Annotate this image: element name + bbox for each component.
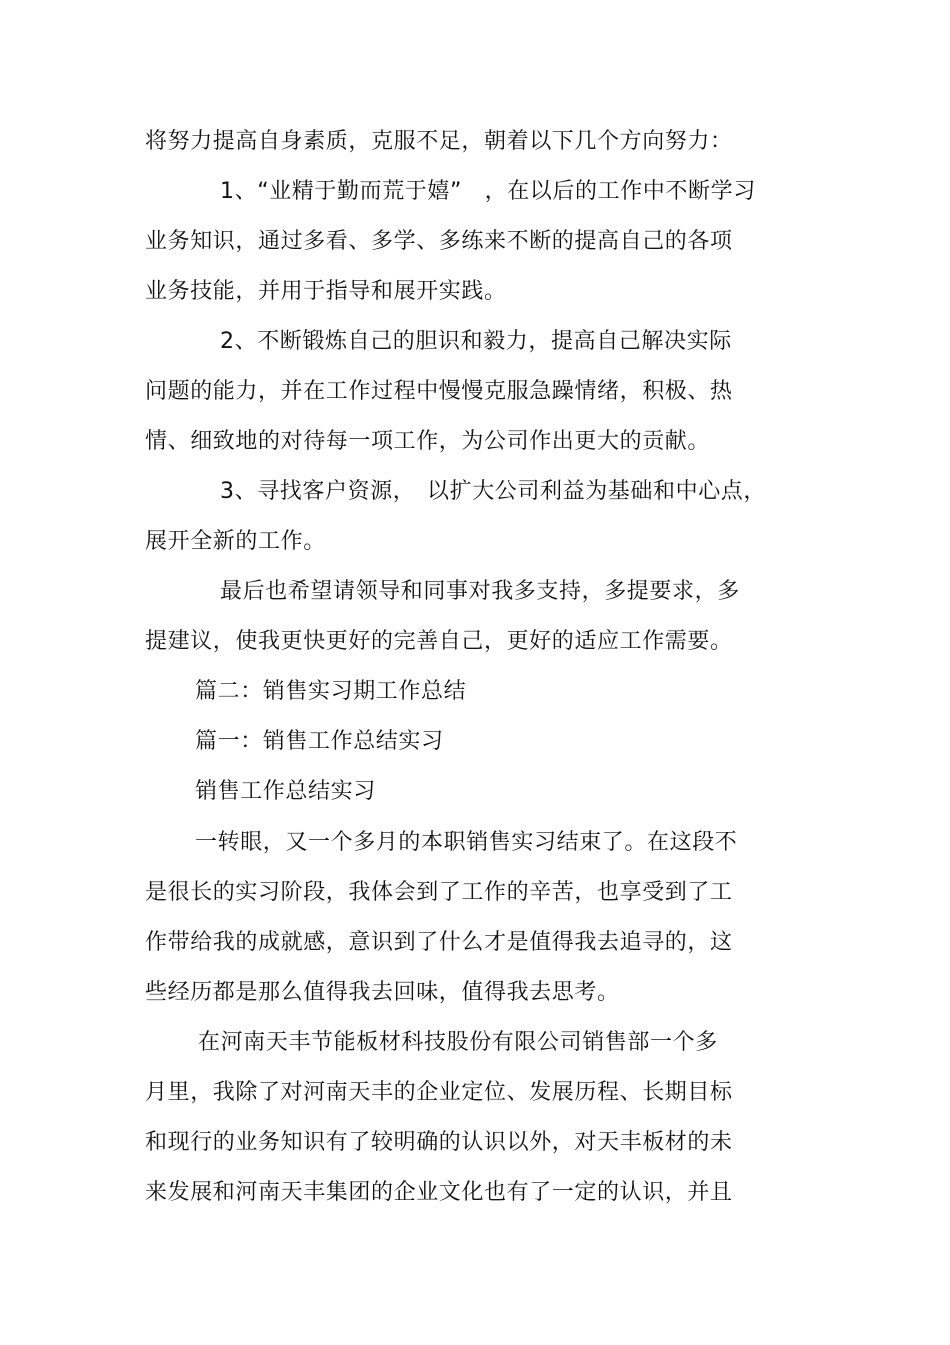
text-line: 展开全新的工作。 [145, 529, 326, 554]
section-heading: 篇一：销售工作总结实习 [195, 729, 444, 754]
text-line: 和现行的业务知识有了较明确的认识以外，对天丰板材的未 [145, 1130, 733, 1155]
text-line: 3、寻找客户资源， 以扩大公司利益为基础和中心点， [220, 479, 766, 504]
text-line: 1、“业精于勤而荒于嬉” ，在以后的工作中不断学习 [220, 179, 756, 204]
text-line: 作带给我的成就感，意识到了什么才是值得我去追寻的，这 [145, 930, 733, 955]
text-line: 些经历都是那么值得我去回味，值得我去思考。 [145, 980, 620, 1005]
text-line: 最后也希望请领导和同事对我多支持，多提要求，多 [220, 579, 740, 604]
section-heading: 篇二：销售实习期工作总结 [195, 679, 467, 704]
text-line: 月里，我除了对河南天丰的企业定位、发展历程、长期目标 [145, 1080, 733, 1105]
text-line: 在河南天丰节能板材科技股份有限公司销售部一个多 [198, 1030, 718, 1055]
text-line: 问题的能力，并在工作过程中慢慢克服急躁情绪，积极、热 [145, 379, 733, 404]
text-line: 一转眼，又一个多月的本职销售实习结束了。在这段不 [195, 830, 738, 855]
text-line: 将努力提高自身素质，克服不足，朝着以下几个方向努力： [145, 129, 733, 154]
text-line: 情、细致地的对待每一项工作，为公司作出更大的贡献。 [145, 429, 711, 454]
text-line: 业务知识，通过多看、多学、多练来不断的提高自己的各项 [145, 229, 733, 254]
section-title: 销售工作总结实习 [195, 779, 376, 804]
text-line: 2、不断锻炼自己的胆识和毅力，提高自己解决实际 [220, 329, 732, 354]
text-line: 业务技能，并用于指导和展开实践。 [145, 279, 507, 304]
text-line: 来发展和河南天丰集团的企业文化也有了一定的认识，并且 [145, 1180, 733, 1205]
text-line: 提建议，使我更快更好的完善自己，更好的适应工作需要。 [145, 629, 733, 654]
text-line: 是很长的实习阶段，我体会到了工作的辛苦，也享受到了工 [145, 880, 733, 905]
